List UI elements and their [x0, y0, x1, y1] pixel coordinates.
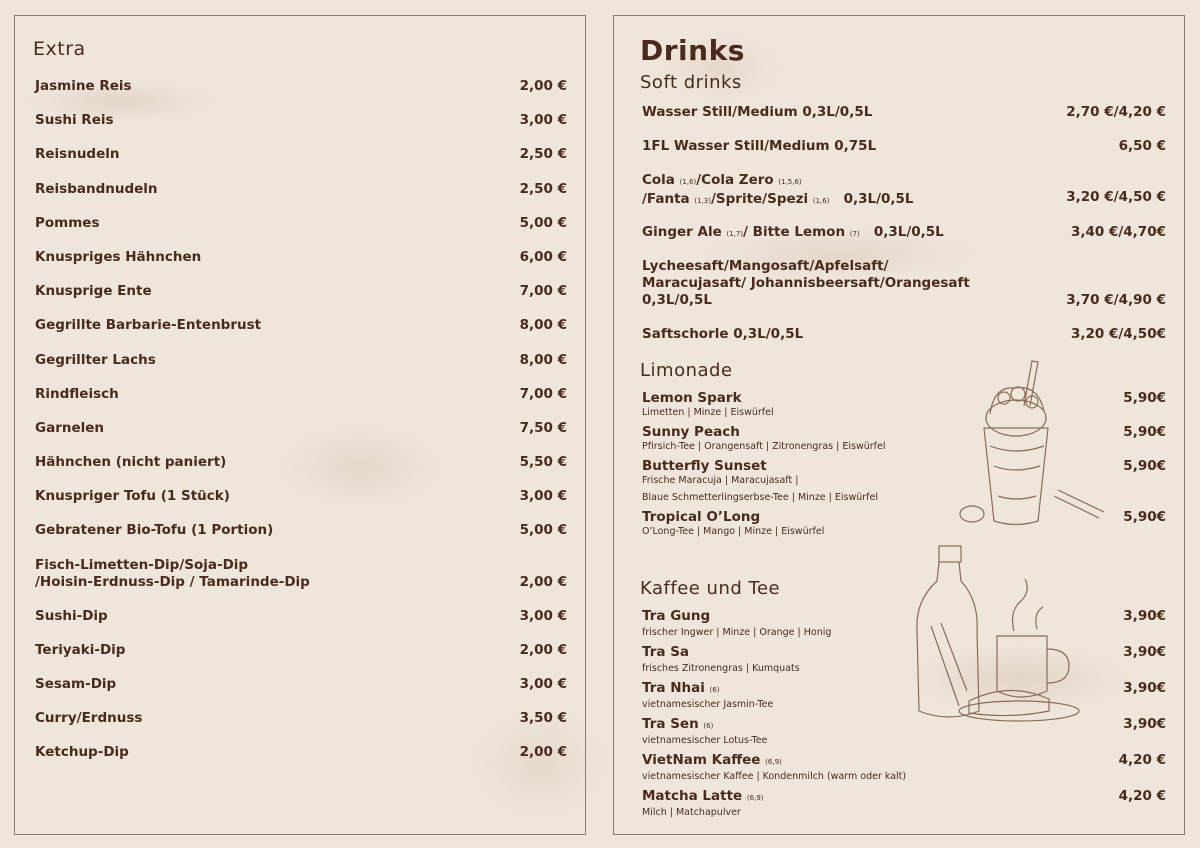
item-name: Gebratener Bio-Tofu (1 Portion) [35, 522, 274, 539]
item-price: 7,00 € [519, 385, 567, 402]
drinks-title: Drinks [640, 34, 745, 67]
item-name: Sushi Reis [35, 112, 114, 129]
item-name: Jasmine Reis [35, 78, 132, 94]
menu-item [35, 249, 567, 283]
item-name: Matcha Latte (6,9) [642, 788, 764, 804]
item-name: Knuspriges Hähnchen [35, 248, 202, 265]
item-price: 7,50 € [519, 419, 567, 436]
item-description: O’Long-Tee | Mango | Minze | Eiswürfel [642, 526, 825, 537]
soft-drinks-title: Soft drinks [640, 72, 742, 93]
item-name: Reisbandnudeln [35, 180, 158, 197]
kaffee-title: Kaffee und Tee [640, 578, 781, 599]
item-name: Sunny Peach [642, 424, 740, 440]
soft-drinks-list [642, 104, 1166, 360]
menu-item [642, 138, 1166, 172]
menu-item [35, 386, 567, 420]
menu-item [642, 258, 1166, 326]
item-price: 3,90€ [1123, 644, 1166, 660]
item-price: 3,00 € [519, 676, 567, 692]
menu-item [35, 146, 567, 180]
iced-drink-illustration [954, 356, 1114, 531]
item-name: Teriyaki-Dip [35, 641, 126, 658]
item-name: Wasser Still/Medium 0,3L/0,5L [642, 104, 873, 120]
item-name: Fisch-Limetten-Dip/Soja-Dip /Hoisin-Erdnuss-Dip / Tamarinde-Dip [35, 556, 310, 590]
item-price: 5,90€ [1123, 424, 1166, 440]
extra-list [35, 78, 567, 779]
menu-item [642, 172, 1166, 224]
item-description: Limetten | Minze | Eiswürfel [642, 407, 774, 418]
item-name: 1FL Wasser Still/Medium 0,75L [642, 138, 877, 154]
item-name: Sushi-Dip [35, 607, 108, 624]
menu-item [35, 317, 567, 351]
menu-item [35, 608, 567, 642]
item-price: 3,20 €/4,50€ [1070, 326, 1166, 342]
item-price: 2,50 € [519, 180, 567, 197]
menu-item [35, 676, 567, 710]
item-price: 3,40 €/4,70€ [1070, 224, 1166, 240]
item-price: 3,00 € [519, 488, 567, 505]
item-description: frisches Zitronengras | Kumquats [642, 663, 800, 674]
menu-item [35, 215, 567, 249]
item-price: 2,00 € [519, 573, 567, 590]
item-name: Gegrillter Lachs [35, 351, 156, 368]
item-price: 2,00 € [519, 744, 567, 761]
drinks-panel [613, 15, 1185, 835]
item-price: 8,00 € [519, 317, 567, 334]
item-name: Knusprige Ente [35, 283, 152, 300]
item-price: 2,70 €/4,20 € [1066, 104, 1166, 120]
item-name: Cola (1,6)/Cola Zero (1,5,6) /Fanta (1,3)/Sprite/Spezi (1,6) 0,3L/0,5L [642, 172, 914, 207]
item-price: 5,90€ [1123, 390, 1166, 406]
menu-item [35, 352, 567, 386]
extra-title: Extra [33, 38, 86, 60]
item-name: Gegrillte Barbarie-Entenbrust [35, 317, 262, 334]
item-price: 6,50 € [1118, 138, 1166, 154]
item-price: 2,00 € [519, 641, 567, 658]
item-price: 3,90€ [1123, 680, 1166, 696]
item-name: Rindfleisch [35, 385, 119, 402]
menu-item [35, 710, 567, 744]
tea-bottle-illustration [909, 541, 1099, 731]
item-price: 5,90€ [1123, 509, 1166, 525]
item-price: 3,90€ [1123, 608, 1166, 624]
item-price: 4,20 € [1118, 752, 1166, 768]
item-name: Tra Nhai (6) [642, 680, 720, 696]
item-name: Tra Gung [642, 608, 711, 624]
item-price: 3,90€ [1123, 716, 1166, 732]
menu-item [35, 522, 567, 556]
item-description: Frische Maracuja | Maracujasaft | [642, 475, 799, 486]
item-description: vietnamesischer Jasmin-Tee [642, 699, 774, 710]
menu-item [35, 454, 567, 488]
item-description: vietnamesischer Lotus-Tee [642, 735, 768, 746]
item-name: Ginger Ale (1,7)/ Bitte Lemon (7) 0,3L/0,5L [642, 224, 944, 240]
item-name: Lemon Spark [642, 390, 742, 406]
item-price: 5,00 € [519, 522, 567, 539]
item-price: 3,00 € [519, 112, 567, 129]
menu-item [35, 181, 567, 215]
menu-item [642, 224, 1166, 258]
item-price: 3,20 €/4,50 € [1066, 189, 1166, 205]
item-price: 5,90€ [1123, 458, 1166, 474]
item-price: 2,00 € [519, 78, 567, 94]
item-price: 3,50 € [519, 710, 567, 727]
item-name: Garnelen [35, 419, 105, 436]
item-price: 6,00 € [519, 248, 567, 265]
menu-item [35, 112, 567, 146]
item-description: Milch | Matchapulver [642, 807, 741, 818]
menu-item [35, 488, 567, 522]
menu-item [35, 78, 567, 112]
menu-item [642, 326, 1166, 360]
item-price: 5,00 € [519, 214, 567, 231]
item-price: 5,50 € [519, 454, 567, 471]
item-name: Pommes [35, 214, 100, 231]
item-name: Hähnchen (nicht paniert) [35, 454, 227, 471]
item-name: Reisnudeln [35, 146, 120, 163]
item-name: Lycheesaft/Mangosaft/Apfelsaft/ Maracujasaft/ Johannisbeersaft/Orangesaft 0,3L/0,5L [642, 258, 970, 308]
item-name: Ketchup-Dip [35, 744, 129, 761]
item-price: 8,00 € [519, 351, 567, 368]
item-description: frischer Ingwer | Minze | Orange | Honig [642, 627, 832, 638]
item-name: VietNam Kaffee (6,9) [642, 752, 782, 768]
item-name: Butterfly Sunset [642, 458, 767, 474]
menu-item [642, 788, 1166, 819]
menu-item [35, 642, 567, 676]
item-price: 2,50 € [519, 146, 567, 163]
menu-item [35, 420, 567, 454]
item-price: 3,70 €/4,90 € [1066, 292, 1166, 308]
menu-item [35, 557, 567, 608]
item-name: Tra Sen (6) [642, 716, 714, 732]
menu-item [35, 283, 567, 317]
item-description: Pfirsich-Tee | Orangensaft | Zitronengras | Eiswürfel [642, 441, 886, 452]
menu-item [642, 752, 1166, 783]
item-price: 4,20 € [1118, 788, 1166, 804]
item-name: Sesam-Dip [35, 676, 117, 692]
item-name: Saftschorle 0,3L/0,5L [642, 326, 804, 342]
item-name: Knuspriger Tofu (1 Stück) [35, 488, 230, 505]
item-description: Blaue Schmetterlingserbse-Tee | Minze | Eiswürfel [642, 492, 879, 503]
item-name: Curry/Erdnuss [35, 710, 143, 727]
menu-item [35, 744, 567, 778]
item-price: 3,00 € [519, 607, 567, 624]
item-name: Tropical O’Long [642, 509, 761, 525]
item-price: 7,00 € [519, 283, 567, 300]
extra-panel [14, 15, 586, 835]
menu-item [642, 104, 1166, 138]
limonade-title: Limonade [640, 360, 733, 381]
item-name: Tra Sa [642, 644, 690, 660]
item-description: vietnamesischer Kaffee | Kondenmilch (warm oder kalt) [642, 771, 907, 782]
